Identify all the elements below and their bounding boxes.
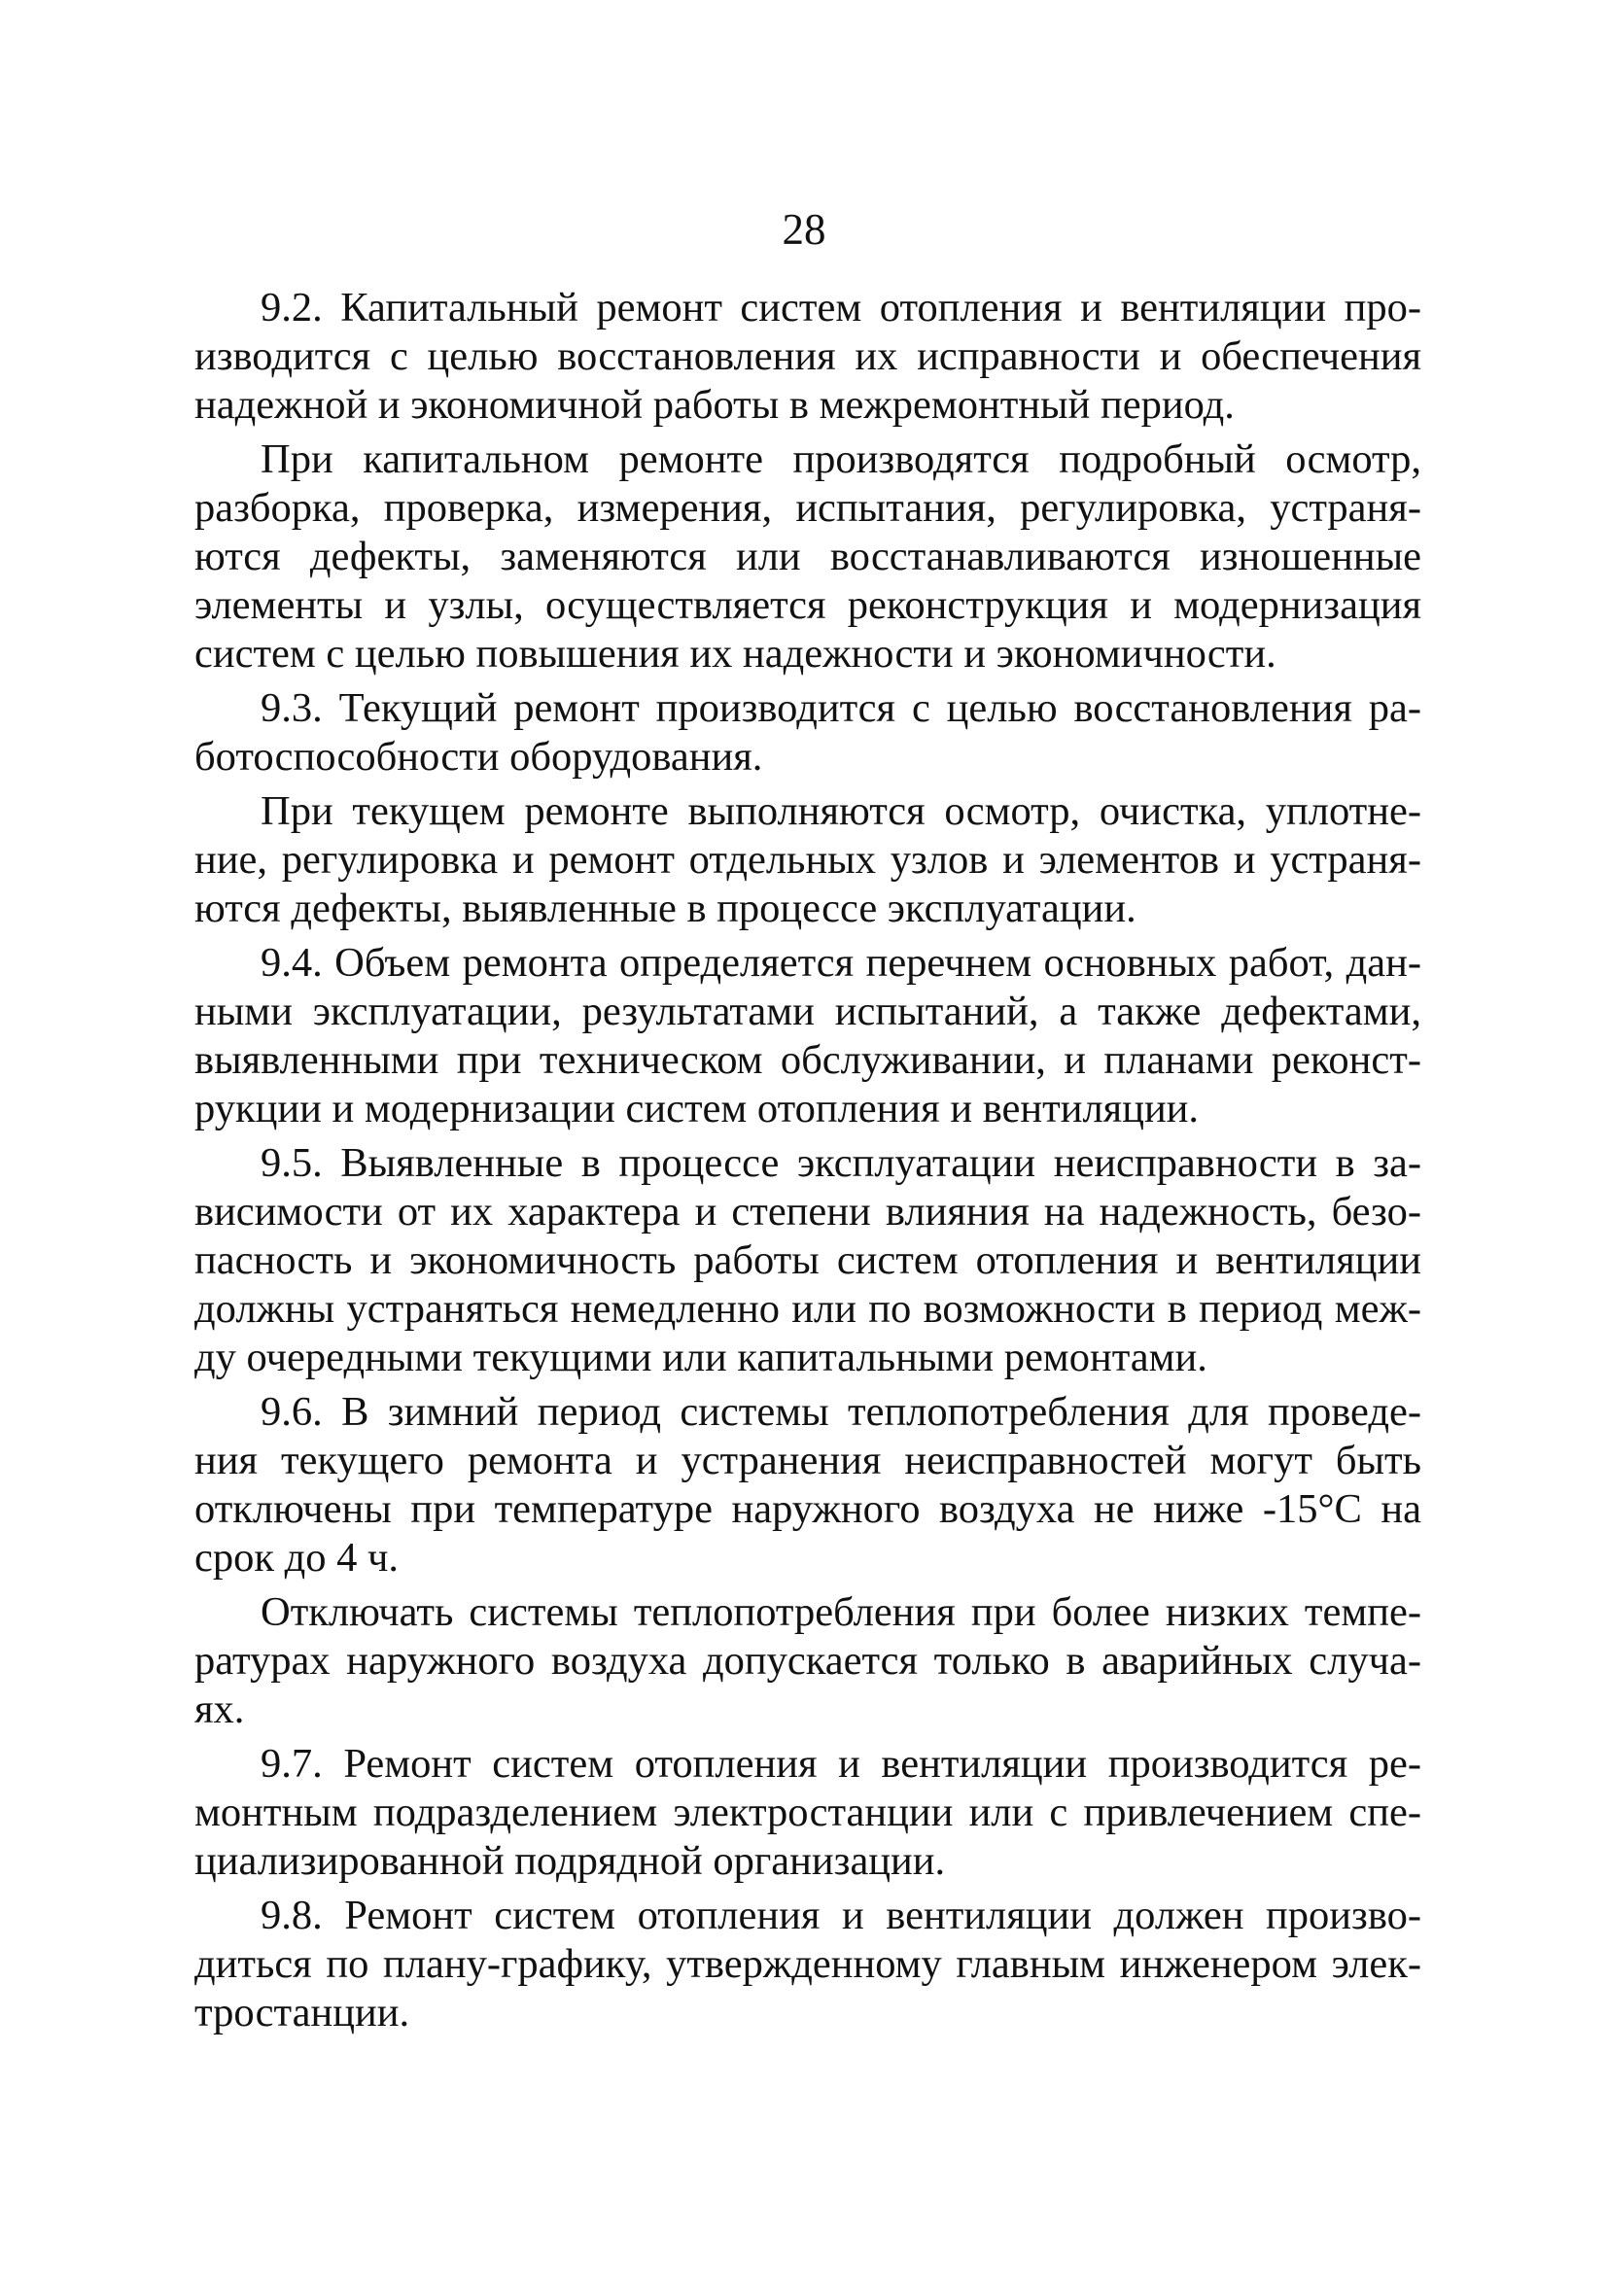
text-line: ду очередными текущими или капитальными ремонтами. bbox=[194, 1335, 1207, 1380]
paragraph-9-8 bbox=[194, 1892, 1421, 2037]
text-line: ях. bbox=[194, 1687, 245, 1732]
paragraph-9-3 bbox=[194, 684, 1421, 782]
paragraph-low-temperature-shutdown bbox=[194, 1588, 1421, 1734]
text-line: систем с целью повышения их надежности и экономичности. bbox=[194, 631, 1276, 677]
paragraph-9-2 bbox=[194, 284, 1421, 430]
text-line: отключены при температуре наружного воздуха не ниже -15°С на bbox=[194, 1486, 1421, 1532]
text-line: ратурах наружного воздуха допускается только в аварийных случа- bbox=[194, 1638, 1421, 1684]
text-line: монтным подразделением электростанции или с привлечением спе- bbox=[194, 1790, 1421, 1835]
text-line: срок до 4 ч. bbox=[194, 1535, 400, 1581]
text-line: рукции и модернизации систем отопления и вентиляции. bbox=[194, 1086, 1200, 1131]
text-line: 9.7. Ремонт систем отопления и вентиляции производится ре- bbox=[261, 1741, 1421, 1787]
text-line: 9.8. Ремонт систем отопления и вентиляции должен произво- bbox=[261, 1893, 1421, 1938]
paragraph-9-7 bbox=[194, 1740, 1421, 1886]
text-line: 9.4. Объем ремонта определяется перечнем основных работ, дан- bbox=[261, 940, 1421, 986]
text-line: висимости от их характера и степени влияния на надежность, безо- bbox=[194, 1189, 1421, 1235]
text-line: пасность и экономичность работы систем отопления и вентиляции bbox=[194, 1237, 1421, 1283]
text-line: разборка, проверка, измерения, испытания, регулировка, устраня- bbox=[194, 485, 1421, 531]
paragraph-9-6 bbox=[194, 1388, 1421, 1583]
text-line: ботоспособности оборудования. bbox=[194, 734, 763, 780]
text-line: надежной и экономичной работы в межремонтный период. bbox=[194, 382, 1235, 428]
text-line: ными эксплуатации, результатами испытаний, а также дефектами, bbox=[194, 989, 1421, 1034]
text-line: При текущем ремонте выполняются осмотр, очистка, уплотне- bbox=[261, 788, 1421, 834]
text-line: 9.5. Выявленные в процессе эксплуатации неисправности в за- bbox=[261, 1140, 1421, 1186]
text-line: элементы и узлы, осуществляется реконструкция и модернизация bbox=[194, 582, 1421, 628]
text-line: 9.3. Текущий ремонт производится с целью восстановления ра- bbox=[261, 685, 1421, 731]
text-line: ются дефекты, выявленные в процессе эксплуатации. bbox=[194, 886, 1136, 931]
text-line: циализированной подрядной организации. bbox=[194, 1838, 946, 1884]
text-line: ние, регулировка и ремонт отдельных узлов и элементов и устраня- bbox=[194, 837, 1421, 883]
page-number: 28 bbox=[782, 205, 826, 254]
text-line: ния текущего ремонта и устранения неисправностей могут быть bbox=[194, 1438, 1421, 1483]
paragraph-capital-repair-details bbox=[194, 435, 1421, 678]
text-line: изводится с целью восстановления их исправности и обеспечения bbox=[194, 333, 1421, 379]
text-line: Отключать системы теплопотребления при более низких темпе- bbox=[261, 1589, 1421, 1635]
text-line: 9.6. В зимний период системы теплопотребления для проведе- bbox=[261, 1389, 1421, 1435]
document-body bbox=[194, 284, 1421, 2043]
text-line: тростанции. bbox=[194, 1990, 410, 2035]
text-line: должны устраняться немедленно или по возможности в период меж- bbox=[194, 1286, 1421, 1332]
text-line: 9.2. Капитальный ремонт систем отопления и вентиляции про- bbox=[261, 285, 1421, 330]
text-line: При капитальном ремонте производятся подробный осмотр, bbox=[261, 436, 1421, 482]
text-line: диться по плану-графику, утвержденному главным инженером элек- bbox=[194, 1941, 1421, 1987]
text-line: ются дефекты, заменяются или восстанавливаются изношенные bbox=[194, 534, 1421, 579]
text-line: выявленными при техническом обслуживании, и планами реконст- bbox=[194, 1037, 1421, 1083]
paragraph-9-5 bbox=[194, 1139, 1421, 1382]
paragraph-9-4 bbox=[194, 939, 1421, 1133]
paragraph-current-repair-details bbox=[194, 787, 1421, 933]
